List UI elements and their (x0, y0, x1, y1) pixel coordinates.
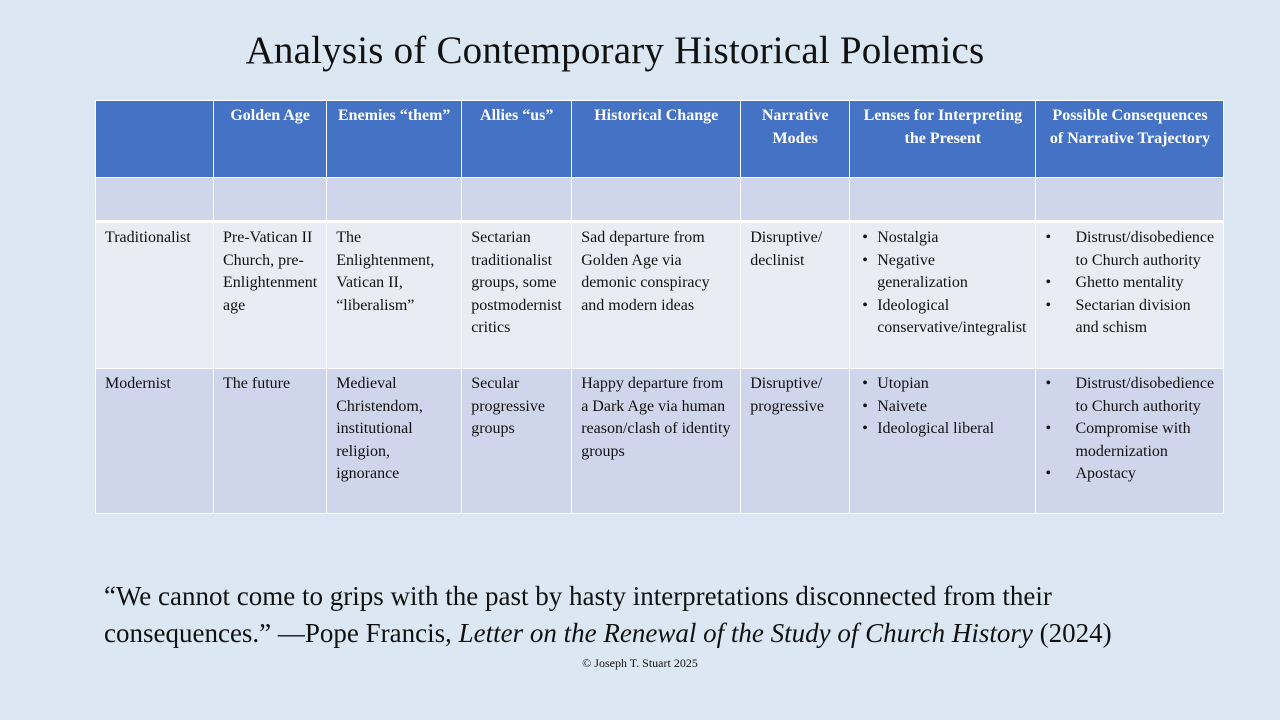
list-item: • Negative generalization (877, 250, 1026, 295)
header-golden-age: Golden Age (214, 101, 327, 178)
allies-cell: Sectarian traditionalist groups, some postmodernist critics (462, 222, 572, 369)
blank-cell (96, 178, 214, 222)
blank-cell (462, 178, 572, 222)
list-item: • Naivete (877, 396, 1026, 419)
consequences-list (1045, 373, 1214, 486)
slide-title: Analysis of Contemporary Historical Polemics (245, 29, 985, 72)
quote-text: “We cannot come to grips with the past by hasty interpretations disconnected from their consequences.” —Pope Francis, (104, 581, 1052, 648)
blank-cell (741, 178, 850, 222)
golden-age-cell: Pre-Vatican II Church, pre-Enlightenment age (214, 222, 327, 369)
table-row-traditionalist (96, 222, 1224, 369)
table-row-modernist (96, 369, 1224, 514)
quote-work-title: Letter on the Renewal of the Study of Church History (458, 618, 1033, 648)
consequences-cell (1036, 222, 1224, 369)
narrative-modes-cell: Disruptive/ progressive (741, 369, 850, 514)
list-item: • Ghetto mentality (1075, 272, 1214, 295)
blank-row (96, 178, 1224, 222)
enemies-cell: The Enlightenment, Vatican II, “liberalism” (327, 222, 462, 369)
list-item: • Compromise with modernization (1075, 418, 1214, 463)
row-label: Modernist (96, 369, 214, 514)
header-allies: Allies “us” (462, 101, 572, 178)
consequences-list (1045, 227, 1214, 340)
polemics-table (95, 100, 1224, 514)
list-item: • Utopian (877, 373, 1026, 396)
header-lenses: Lenses for Interpreting the Present (850, 101, 1036, 178)
header-historical-change: Historical Change (572, 101, 741, 178)
list-item: • Nostalgia (877, 227, 1026, 250)
historical-change-cell: Sad departure from Golden Age via demonic conspiracy and modern ideas (572, 222, 741, 369)
allies-cell: Secular progressive groups (462, 369, 572, 514)
header-consequences: Possible Consequences of Narrative Trajectory (1036, 101, 1224, 178)
historical-change-cell: Happy departure from a Dark Age via human reason/clash of identity groups (572, 369, 741, 514)
consequences-cell (1036, 369, 1224, 514)
blank-cell (572, 178, 741, 222)
list-item: • Ideological liberal (877, 418, 1026, 441)
header-enemies: Enemies “them” (327, 101, 462, 178)
enemies-cell: Medieval Christendom, institutional religion, ignorance (327, 369, 462, 514)
header-cell-empty (96, 101, 214, 178)
golden-age-cell: The future (214, 369, 327, 514)
row-label: Traditionalist (96, 222, 214, 369)
lenses-cell (850, 369, 1036, 514)
blank-cell (1036, 178, 1224, 222)
header-narrative-modes: Narrative Modes (741, 101, 850, 178)
narrative-modes-cell: Disruptive/ declinist (741, 222, 850, 369)
copyright-notice: © Joseph T. Stuart 2025 (582, 656, 698, 670)
lenses-list (859, 227, 1026, 340)
blank-cell (850, 178, 1036, 222)
list-item: • Distrust/disobedience to Church authority (1075, 227, 1214, 272)
pope-francis-quote (104, 578, 1224, 652)
list-item: • Apostacy (1075, 463, 1214, 486)
lenses-cell (850, 222, 1036, 369)
header-row (96, 101, 1224, 178)
list-item: • Distrust/disobedience to Church authority (1075, 373, 1214, 418)
blank-cell (327, 178, 462, 222)
lenses-list (859, 373, 1026, 441)
quote-year: (2024) (1039, 618, 1112, 648)
blank-cell (214, 178, 327, 222)
list-item: • Sectarian division and schism (1075, 295, 1214, 340)
list-item: • Ideological conservative/integralist (877, 295, 1026, 340)
